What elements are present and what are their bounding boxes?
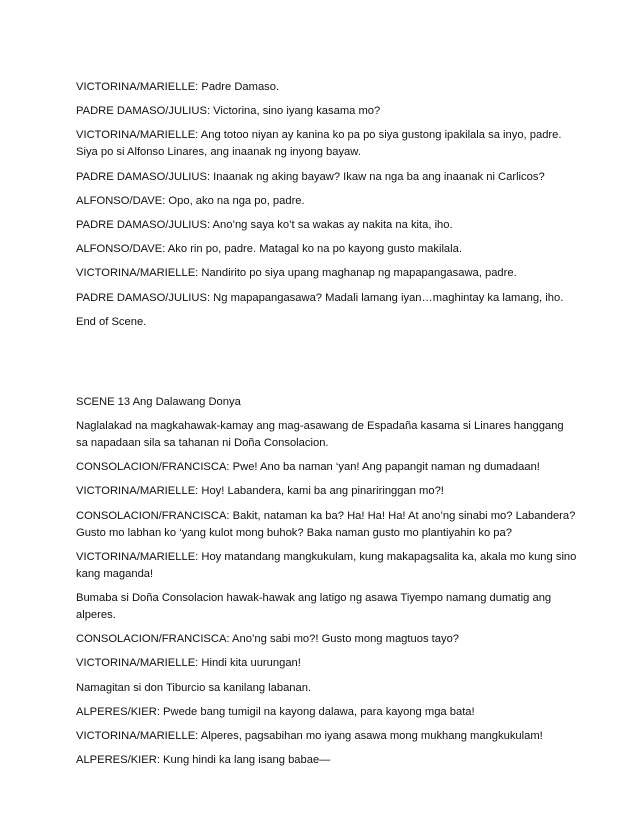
dialogue-line: VICTORINA/MARIELLE: Nandirito po siya upang maghanap ng mapapangasawa, padre. (76, 267, 517, 280)
dialogue-line: CONSOLACION/FRANCISCA: Ano’ng sabi mo?! Gusto mong magtuos tayo? (76, 633, 460, 646)
dialogue-line: VICTORINA/MARIELLE: Hoy! Labandera, kami ba ang pinariringgan mo?! (76, 485, 444, 498)
dialogue-line: PADRE DAMASO/JULIUS: Inaanak ng aking bayaw? Ikaw na nga ba ang inaanak ni Carlicos? (76, 170, 545, 183)
dialogue-line: PADRE DAMASO/JULIUS: Ng mapapangasawa? Madali lamang iyan…maghintay ka lamang, iho. (76, 291, 564, 304)
dialogue-line: ALFONSO/DAVE: Ako rin po, padre. Matagal ko na po kayong gusto makilala. (76, 243, 462, 256)
dialogue-line: VICTORINA/MARIELLE: Hindi kita uurungan! (76, 657, 301, 670)
dialogue-line: CONSOLACION/FRANCISCA: Pwe! Ano ba naman ‘yan! Ang papangit naman ng dumadaan! (76, 461, 540, 474)
script-part-2 (76, 394, 578, 769)
end-of-scene: End of Scene. (76, 315, 147, 328)
dialogue-line: VICTORINA/MARIELLE: Ang totoo niyan ay kanina ko pa po siya gustong ipakilala sa inyo, padre. Siya po si Alfonso Linares, ang inaanak ng inyong bayaw. (76, 129, 562, 159)
dialogue-line: VICTORINA/MARIELLE: Hoy matandang mangkukulam, kung makapagsalita ka, akala mo kung sino kang maganda! (76, 550, 577, 580)
stage-direction: Naglalakad na magkahawak-kamay ang mag-asawang de Espadaña kasama si Linares hanggang sa napadaan sila sa tahanan ni Doña Consolacion. (76, 420, 564, 450)
dialogue-line: VICTORINA/MARIELLE: Alperes, pagsabihan mo iyang asawa mong mukhang mangkukulam! (76, 729, 543, 742)
scene-heading: SCENE 13 Ang Dalawang Donya (76, 395, 241, 408)
script-part-1 (76, 79, 578, 331)
dialogue-line: VICTORINA/MARIELLE: Padre Damaso. (76, 81, 280, 93)
stage-direction: Bumaba si Doña Consolacion hawak-hawak ang latigo ng asawa Tiyempo namang dumatig ang alperes. (76, 592, 552, 621)
dialogue-line: ALFONSO/DAVE: Opo, ako na nga po, padre. (76, 194, 305, 207)
dialogue-line: ALPERES/KIER: Pwede bang tumigil na kayong dalawa, para kayong mga bata! (76, 705, 475, 718)
dialogue-line: CONSOLACION/FRANCISCA: Bakit, nataman ka ba? Ha! Ha! Ha! At ano’ng sinabi mo? Labandera? Gusto mo labhan ko ‘yang kulot mong buhok? Baka naman gusto mo plantiyahin ko pa? (76, 509, 576, 539)
stage-direction: Namagitan si don Tiburcio sa kanilang labanan. (76, 681, 312, 694)
section-gap (76, 338, 578, 394)
dialogue-line: PADRE DAMASO/JULIUS: Victorina, sino iyang kasama mo? (76, 105, 381, 118)
dialogue-line: PADRE DAMASO/JULIUS: Ano’ng saya ko’t sa wakas ay nakita na kita, iho. (76, 218, 453, 231)
dialogue-line: ALPERES/KIER: Kung hindi ka lang isang babae— (76, 754, 331, 767)
